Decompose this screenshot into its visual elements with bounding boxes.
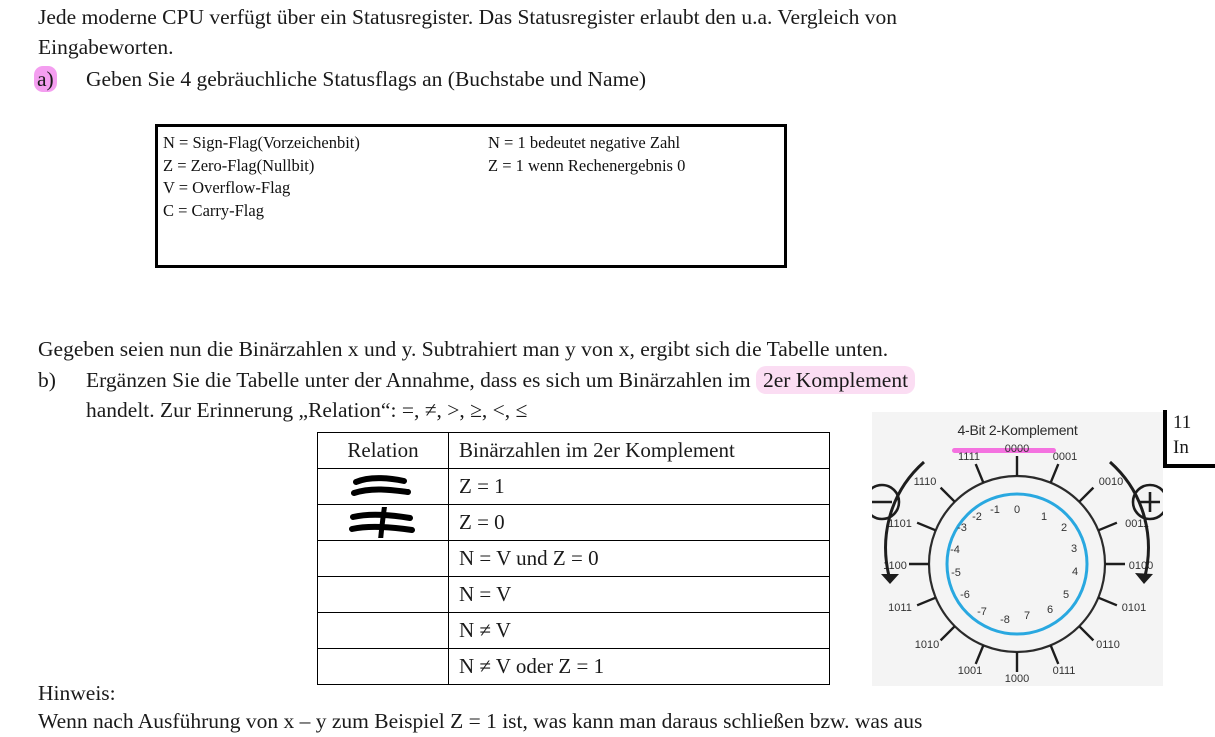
outer-label-1100: 1100	[883, 560, 907, 572]
binary-cell[interactable]: N = V und Z = 0	[449, 541, 830, 577]
outer-label-1011: 1011	[888, 602, 912, 614]
outer-label-0010: 0010	[1098, 476, 1124, 488]
flag-line: V = Overflow-Flag	[163, 178, 291, 197]
relation-cell-empty[interactable]	[318, 649, 449, 685]
given-binary-numbers-line: Gegeben seien nun die Binärzahlen x und y. Subtrahiert man y von x, ergibt sich die Tabelle unten.	[38, 337, 889, 361]
outer-label-1110: 1110	[913, 476, 937, 488]
flag-line: Z = Zero-Flag(Nullbit)	[163, 155, 315, 175]
flag-line: C = Carry-Flag	[163, 200, 264, 220]
two-complement-wheel-figure	[872, 412, 1163, 686]
outer-label-0000: 0000	[1004, 443, 1030, 455]
cut-off-corner-box	[1163, 410, 1215, 468]
intro-line-2: Eingabeworten.	[38, 35, 174, 59]
table-header-row	[318, 433, 830, 469]
binary-cell[interactable]: N ≠ V	[449, 613, 830, 649]
outer-label-0001: 0001	[1052, 451, 1078, 463]
outer-label-0100: 0100	[1128, 560, 1154, 572]
binary-cell[interactable]: N = V	[449, 577, 830, 613]
wheel-tick-marks	[909, 456, 1125, 672]
wheel-title: 4-Bit 2-Komplement	[957, 422, 1078, 438]
inner-label--6: -6	[960, 589, 970, 601]
relation-cell-handwritten-equals[interactable]	[318, 469, 449, 505]
table-header-binary: Binärzahlen im 2er Komplement	[449, 433, 830, 469]
binary-cell[interactable]: N ≠ V oder Z = 1	[449, 649, 830, 685]
relation-cell-empty[interactable]	[318, 541, 449, 577]
item-b-text	[86, 365, 1124, 395]
inner-label-3: 3	[1070, 543, 1078, 555]
inner-label--2: -2	[972, 511, 982, 523]
outer-label-1000: 1000	[1004, 673, 1030, 685]
inner-label-0: 0	[1013, 504, 1021, 516]
inner-label-4: 4	[1071, 566, 1079, 578]
inner-label-7: 7	[1023, 610, 1031, 622]
hinweis-text: Wenn nach Ausführung von x – y zum Beispiel Z = 1 ist, was kann man daraus schließen bzw. was aus	[38, 709, 923, 733]
table-row[interactable]	[318, 469, 830, 505]
wheel-rings	[929, 476, 1105, 652]
item-a-marker	[34, 64, 57, 94]
inner-label-2: 2	[1060, 522, 1068, 534]
hinweis-label: Hinweis:	[38, 681, 116, 705]
item-b-highlight-2er-komplement: 2er Komplement	[756, 366, 915, 394]
intro-line-1: Jede moderne CPU verfügt über ein Statusregister. Das Statusregister erlaubt den u.a. Vergleich von	[38, 5, 897, 29]
outer-label-1101: 1101	[888, 518, 912, 530]
flags-left-column	[163, 132, 360, 222]
status-flags-box	[155, 124, 787, 268]
inner-label--8: -8	[1000, 614, 1010, 626]
relation-cell-empty[interactable]	[318, 577, 449, 613]
binary-cell[interactable]: Z = 1	[449, 469, 830, 505]
inner-label--5: -5	[951, 567, 961, 579]
handwritten-not-equals-icon	[328, 507, 438, 538]
inner-label--7: -7	[977, 606, 987, 618]
item-b-relation-reminder: handelt. Zur Erinnerung „Relation“: =, ≠, >, ≥, <, ≤	[86, 398, 528, 422]
flags-right-column	[488, 132, 685, 177]
flag-line: N = Sign-Flag(Vorzeichenbit)	[163, 133, 360, 152]
corner-box-line-2: In	[1173, 437, 1189, 458]
inner-label--1: -1	[990, 504, 1000, 516]
flag-meaning-line: Z = 1 wenn Rechenergebnis 0	[488, 155, 686, 175]
inner-label-6: 6	[1046, 604, 1054, 616]
flag-meaning-line: N = 1 bedeutet negative Zahl	[488, 133, 681, 152]
wheel-diagram-svg	[872, 412, 1163, 686]
inner-label-1: 1	[1040, 511, 1048, 523]
table-row[interactable]	[318, 649, 830, 685]
table-row[interactable]	[318, 577, 830, 613]
table-row[interactable]	[318, 505, 830, 541]
relation-cell-handwritten-not-equals[interactable]	[318, 505, 449, 541]
item-b-text-plain: Ergänzen Sie die Tabelle unter der Annahme, dass es sich um Binärzahlen im	[86, 368, 756, 392]
outer-label-1010: 1010	[914, 639, 940, 651]
inner-label--3: -3	[957, 522, 967, 534]
binary-cell[interactable]: Z = 0	[449, 505, 830, 541]
relation-cell-empty[interactable]	[318, 613, 449, 649]
table-header-relation: Relation	[318, 433, 449, 469]
outer-label-0011: 0011	[1125, 518, 1149, 530]
outer-label-0111: 0111	[1052, 665, 1076, 677]
item-a-marker-highlight: a)	[34, 66, 57, 92]
table-row[interactable]	[318, 613, 830, 649]
outer-label-0101: 0101	[1121, 602, 1147, 614]
item-b-marker: b)	[38, 368, 56, 392]
item-a-text: Geben Sie 4 gebräuchliche Statusflags an (Buchstabe und Name)	[86, 67, 647, 91]
outer-label-0110: 0110	[1096, 639, 1120, 651]
corner-box-line-1: 11	[1173, 412, 1192, 433]
handwritten-equals-icon	[328, 471, 438, 502]
table-row[interactable]	[318, 541, 830, 577]
inner-label-5: 5	[1062, 589, 1070, 601]
relation-table	[317, 432, 830, 685]
inner-label--4: -4	[950, 544, 960, 556]
outer-label-1001: 1001	[957, 665, 983, 677]
outer-label-1111: 1111	[957, 451, 981, 463]
wheel-inner-decimal-labels	[950, 504, 1078, 626]
